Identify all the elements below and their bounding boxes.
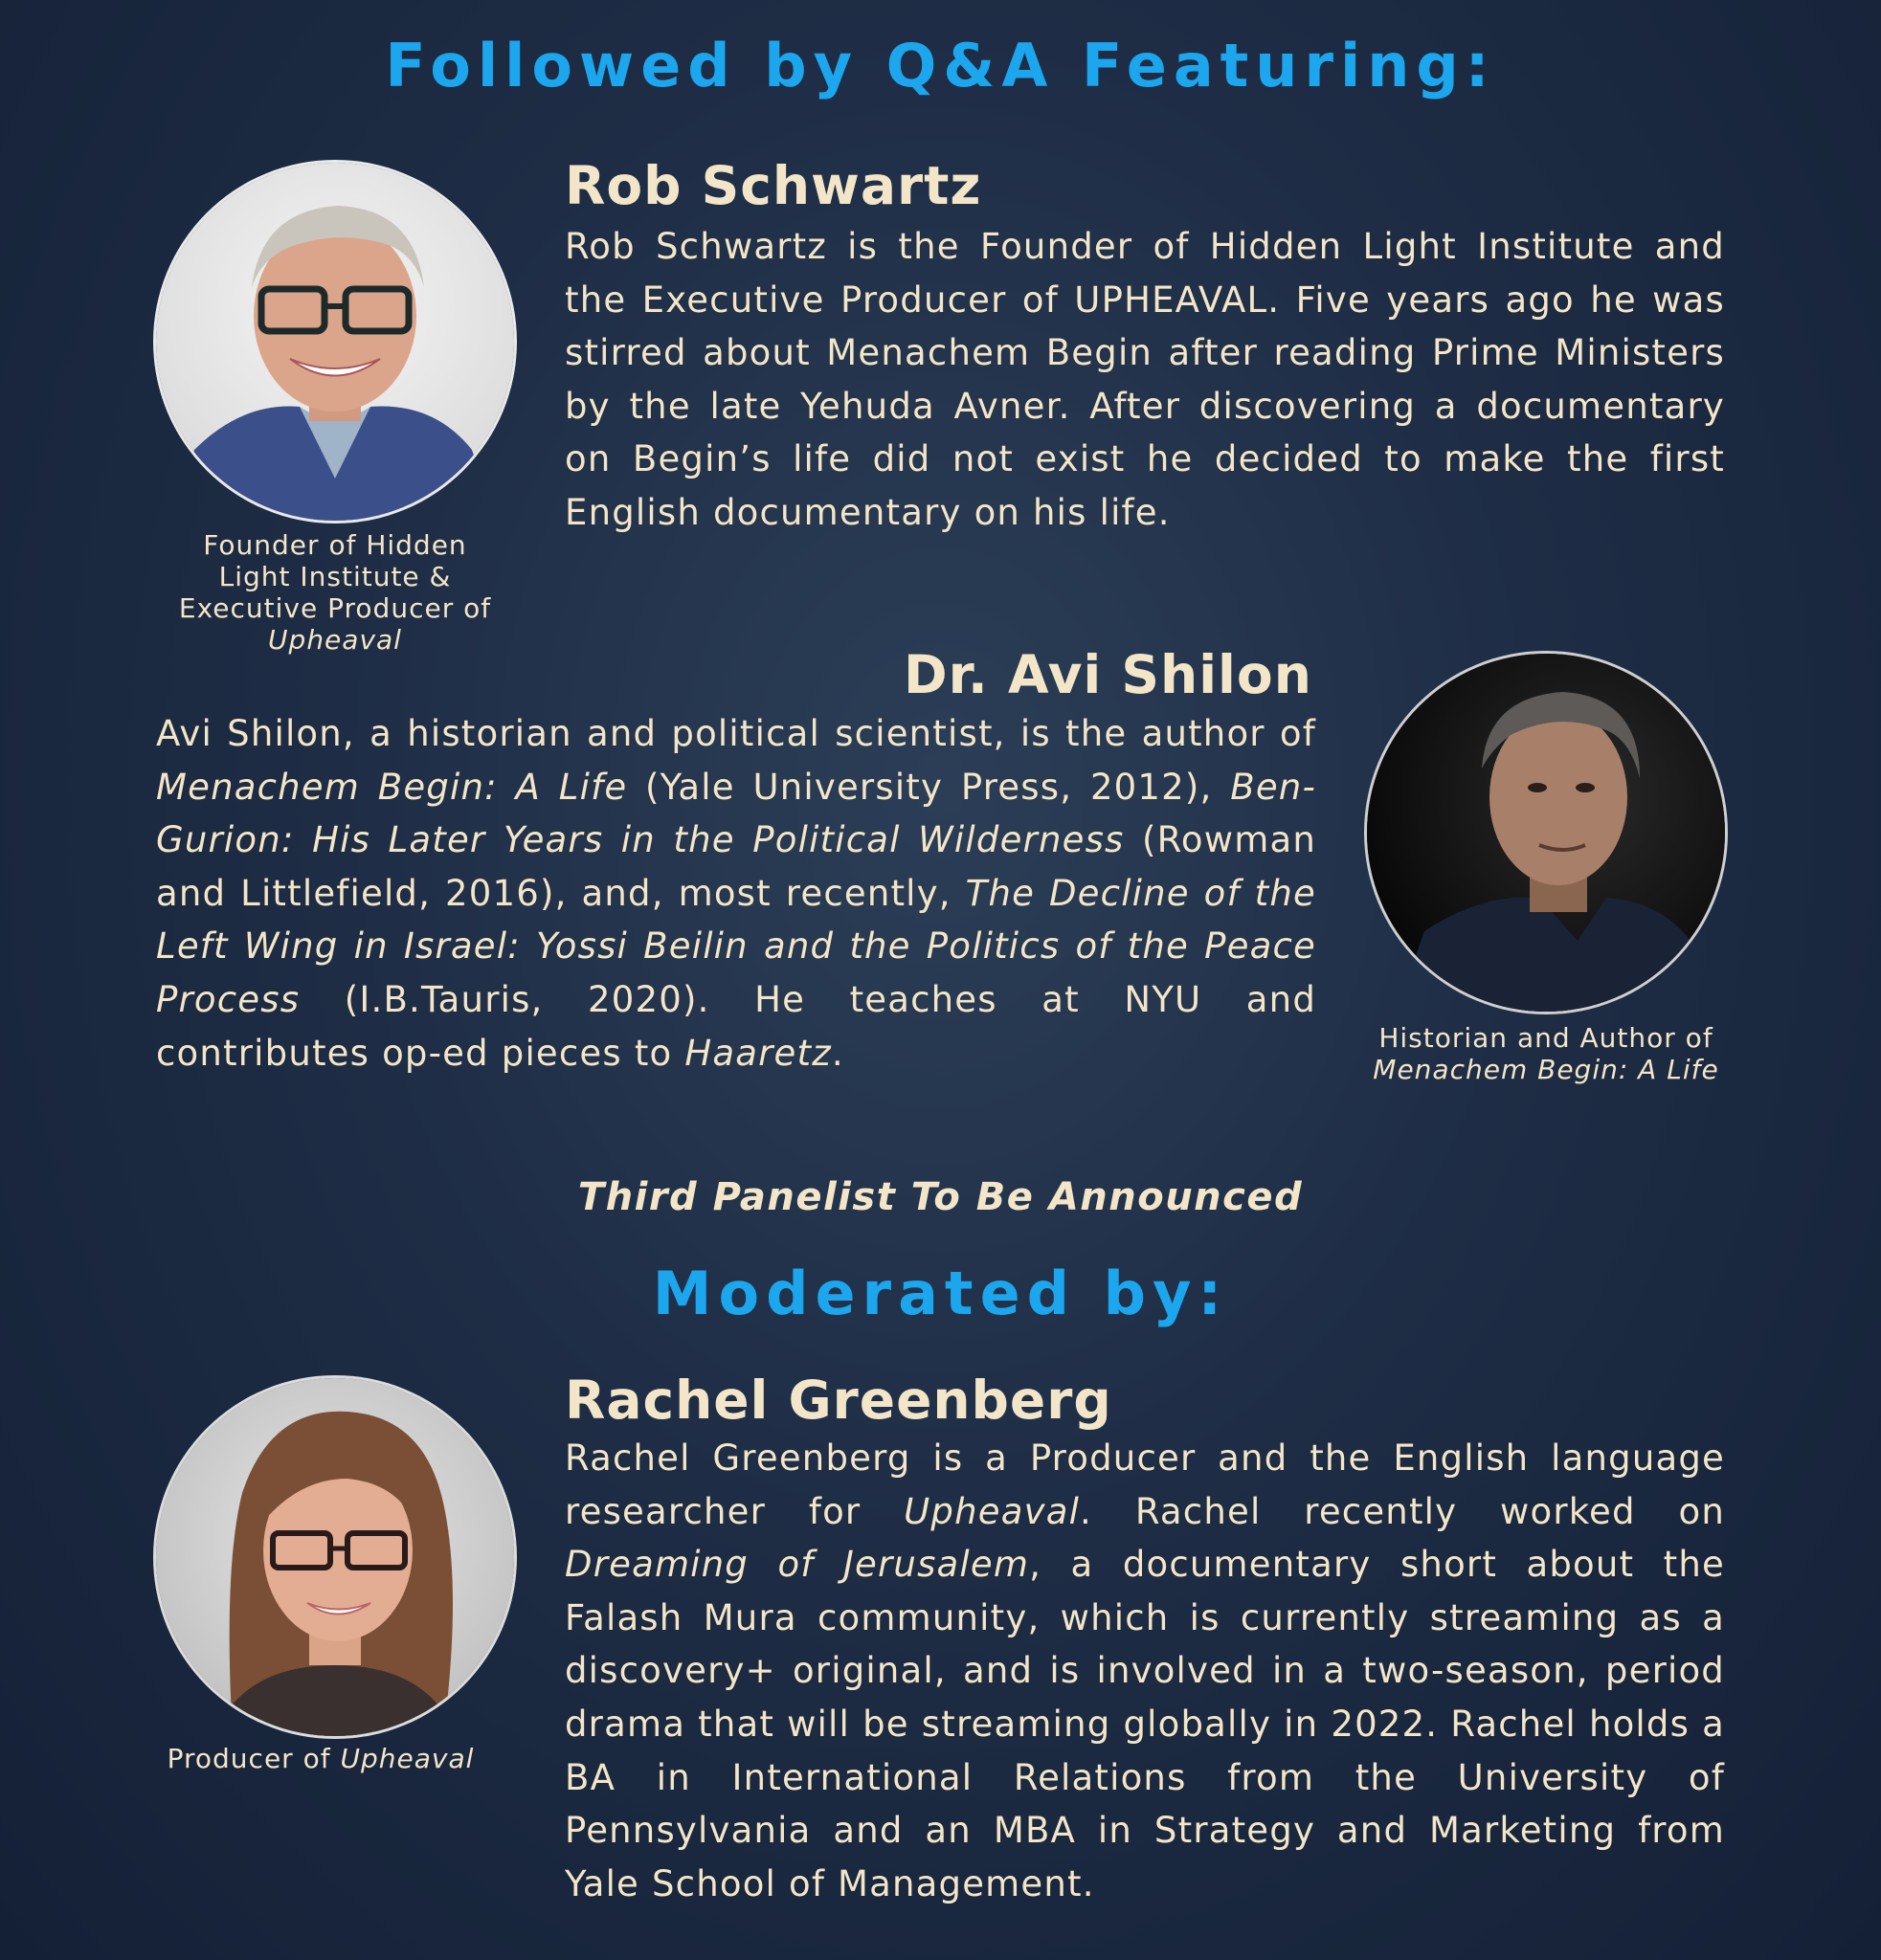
film-title: Dreaming of Jerusalem: [565, 1544, 1030, 1586]
book-title: Menachem Begin: A Life: [156, 766, 628, 808]
caption-italic: Upheaval: [340, 1743, 475, 1774]
caption-line: Founder of Hidden: [203, 529, 467, 561]
caption-line: Historian and Author of: [1378, 1022, 1713, 1054]
caption-text: Producer of: [167, 1743, 341, 1774]
film-title: Upheaval: [904, 1490, 1081, 1532]
book-title: Ben-Gurion: His Later Years in the Political Wilderness: [156, 766, 1316, 861]
publication-title: Haaretz: [684, 1032, 832, 1074]
rob-schwartz-bio: Rob Schwartz is the Founder of Hidden Light Institute and the Executive Producer of UPHEAVAL. Five years ago he was stirred about Menachem Begin after reading Prime Ministers by the late Yehuda Avner. After discovering a documentary on Begin’s life did not exist he decided to make the first English documentary on his life.: [565, 226, 1725, 533]
avi-shilon-caption: [1335, 1022, 1757, 1085]
bio-text: Avi Shilon, a historian and political scientist, is the author of: [156, 713, 1316, 754]
rob-schwartz-name: Rob Schwartz: [565, 155, 982, 216]
avi-shilon-photo: [1367, 654, 1725, 1012]
rob-schwartz-photo: [156, 163, 514, 521]
avi-shilon-bio: [156, 707, 1316, 1080]
qa-heading: Followed by Q&A Featuring:: [385, 31, 1496, 100]
bio-text: (Yale University Press, 2012),: [627, 766, 1231, 808]
caption-line: Executive Producer of: [178, 592, 492, 624]
moderated-heading: Moderated by:: [652, 1258, 1229, 1328]
bio-text: .: [831, 1032, 844, 1074]
bio-text: (Rowman and Littlefield, 2016), and, most recently,: [156, 819, 1316, 914]
bio-text: . Rachel recently worked on: [1080, 1490, 1725, 1532]
caption-line: Menachem Begin: A Life: [1373, 1054, 1719, 1085]
rachel-greenberg-caption: [144, 1743, 498, 1774]
third-panelist-notice: Third Panelist To Be Announced: [577, 1175, 1304, 1219]
caption-line: Light Institute &: [218, 561, 452, 592]
caption-line: Upheaval: [268, 624, 402, 656]
rachel-greenberg-bio: [565, 1432, 1725, 1910]
bio-text: , a documentary short about the Falash Mura community, which is currently streaming as a discovery+ original, and is involved in a two-season, period drama that will be streaming globally in 2022. Rachel holds a BA in International Relations from the University of Pennsylvania and an MBA in Strategy and Marketing from Yale School of Management.: [565, 1544, 1725, 1904]
book-title: The Decline of the Left Wing in Israel: Yossi Beilin and the Politics of the Peace Process: [156, 872, 1316, 1020]
rob-schwartz-caption: [144, 529, 526, 656]
bio-text: Rachel Greenberg is a Producer and the English language researcher for: [565, 1437, 1725, 1532]
bio-text: (I.B.Tauris, 2020). He teaches at NYU and contributes op-ed pieces to: [156, 978, 1316, 1074]
avi-shilon-name: Dr. Avi Shilon: [904, 644, 1312, 705]
rachel-greenberg-name: Rachel Greenberg: [565, 1370, 1112, 1431]
rachel-greenberg-photo: [156, 1378, 514, 1736]
